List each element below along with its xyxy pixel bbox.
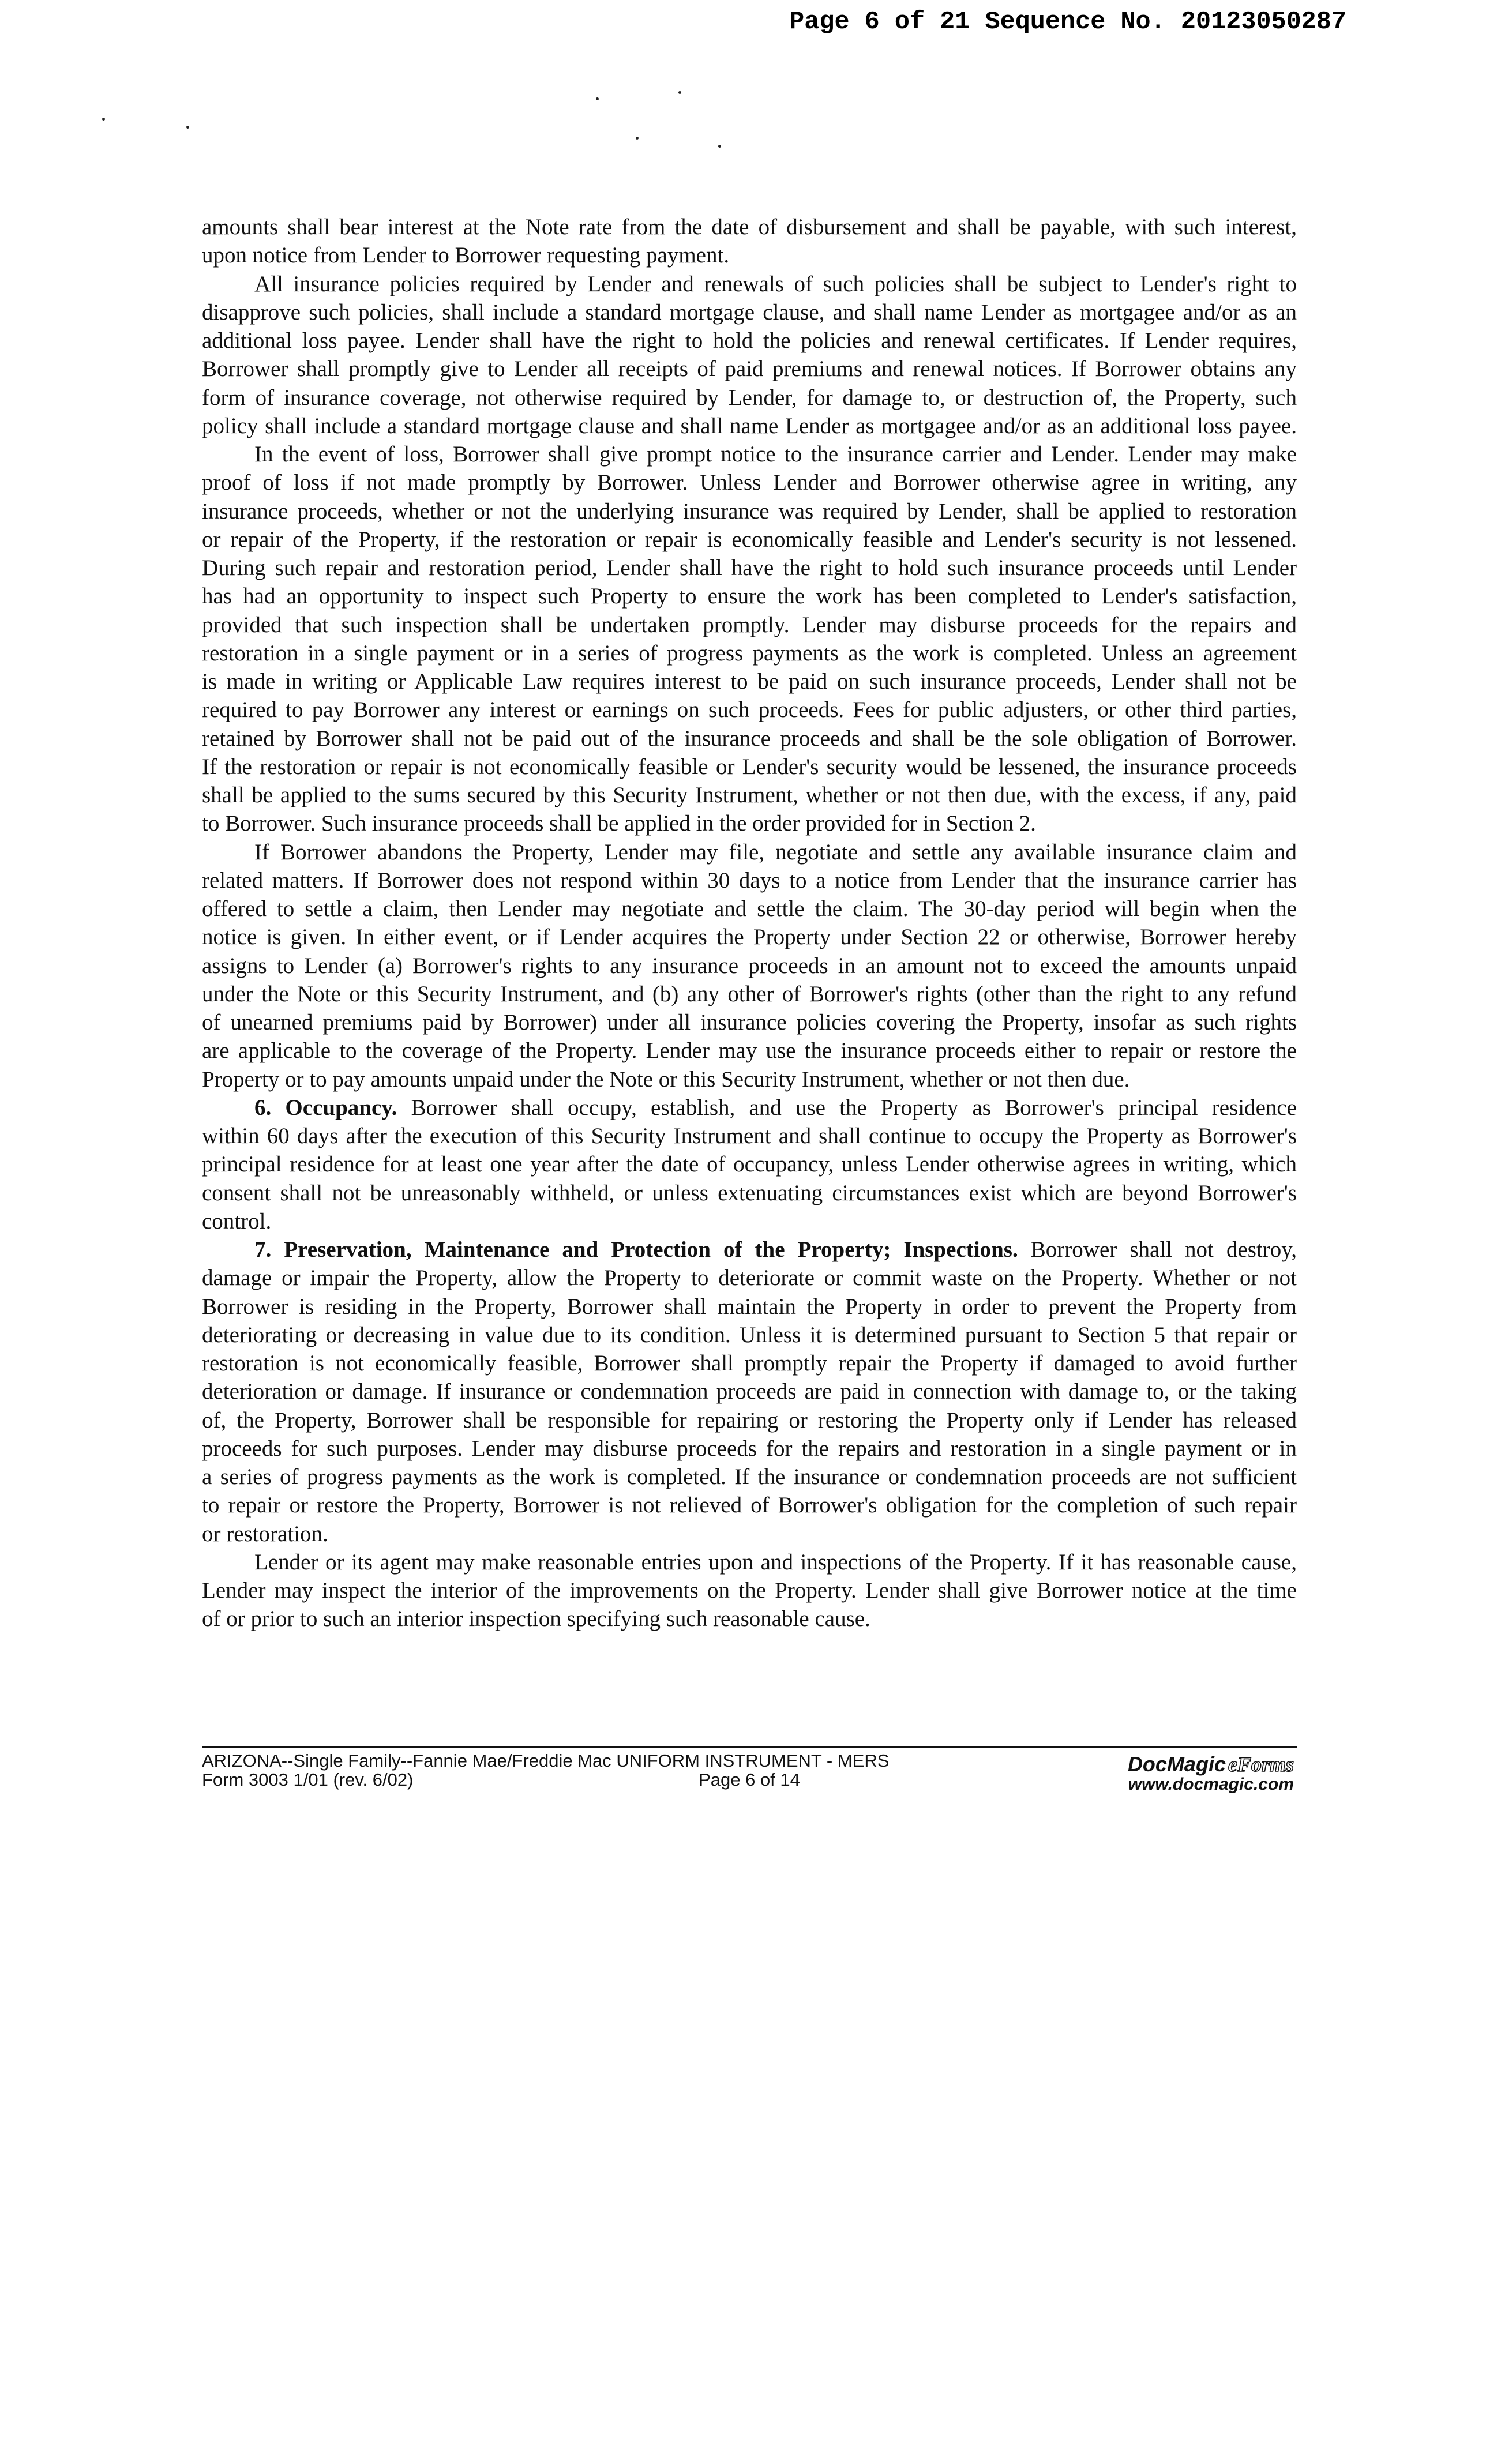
text-line: deteriorating or decreasing in value due to its condition. Unless it is determined pursuant to Section 5 that repair or bbox=[202, 1322, 1297, 1347]
text-line: upon notice from Lender to Borrower requesting payment. bbox=[202, 243, 730, 268]
footer-form-title: ARIZONA--Single Family--Fannie Mae/Freddie Mac UNIFORM INSTRUMENT - MERS bbox=[202, 1751, 890, 1771]
text-run: Borrower shall occupy, establish, and use the Property as Borrower's principal residence bbox=[411, 1095, 1297, 1120]
text-line bbox=[202, 1235, 1297, 1264]
text-line: related matters. If Borrower does not respond within 30 days to a notice from Lender that the insurance carrier has bbox=[202, 867, 1297, 893]
scan-speck bbox=[596, 97, 599, 100]
text-line: of or prior to such an interior inspection specifying such reasonable cause. bbox=[202, 1606, 870, 1632]
scan-speck bbox=[102, 118, 105, 121]
text-line: All insurance policies required by Lender and renewals of such policies shall be subject to Lender's right to bbox=[254, 271, 1297, 296]
logo-name: DocMagic bbox=[1127, 1752, 1226, 1776]
text-line: a series of progress payments as the work is completed. If the insurance or condemnation proceeds are not sufficient bbox=[202, 1464, 1297, 1489]
section-7-preservation bbox=[202, 1235, 1297, 1548]
text-line: offered to settle a claim, then Lender may negotiate and settle the claim. The 30-day period will begin when the bbox=[202, 896, 1297, 921]
text-line: additional loss payee. Lender shall have the right to hold the policies and renewal certificates. If Lender requires, bbox=[202, 328, 1297, 353]
text-line: proceeds for such purposes. Lender may disburse proceeds for the repairs and restoration in a single payment or in bbox=[202, 1436, 1297, 1461]
text-line: proof of loss if not made promptly by Borrower. Unless Lender and Borrower otherwise agree in writing, any bbox=[202, 470, 1297, 495]
scan-speck bbox=[636, 137, 639, 140]
text-line: principal residence for at least one year after the date of occupancy, unless Lender otherwise agrees in writing, which bbox=[202, 1152, 1297, 1177]
text-line: During such repair and restoration period, Lender shall have the right to hold such insurance proceeds until Lender bbox=[202, 555, 1297, 580]
paragraph-abandonment bbox=[202, 838, 1297, 1094]
footer-divider bbox=[202, 1746, 1297, 1748]
text-line: Property or to pay amounts unpaid under the Note or this Security Instrument, whether or not then due. bbox=[202, 1066, 1130, 1092]
text-line: form of insurance coverage, not otherwise required by Lender, for damage to, or destruction of, the Property, such bbox=[202, 385, 1297, 410]
docmagic-logo bbox=[1128, 1753, 1294, 1775]
text-line: or repair of the Property, if the restoration or repair is economically feasible and Lender's security is not lessened. bbox=[202, 527, 1297, 552]
footer-form-number: Form 3003 1/01 (rev. 6/02) bbox=[202, 1770, 414, 1790]
section-6-occupancy bbox=[202, 1094, 1297, 1235]
text-line: control. bbox=[202, 1208, 272, 1234]
text-line: If Borrower abandons the Property, Lender may file, negotiate and settle any available insurance claim and bbox=[254, 839, 1297, 865]
text-line: Borrower shall promptly give to Lender all receipts of paid premiums and renewal notices. If Borrower obtains any bbox=[202, 356, 1297, 382]
sequence-stamp: Page 6 of 21 Sequence No. 20123050287 bbox=[789, 8, 1346, 36]
text-line: restoration in a single payment or in a series of progress payments as the work is completed. Unless an agreement bbox=[202, 640, 1297, 666]
text-line: under the Note or this Security Instrument, and (b) any other of Borrower's rights (other than the right to any refund bbox=[202, 981, 1297, 1006]
text-line: within 60 days after the execution of this Security Instrument and shall continue to occupy the Property as Borrower's bbox=[202, 1124, 1297, 1148]
section-heading: 7. Preservation, Maintenance and Protection of the Property; Inspections. bbox=[254, 1237, 1018, 1262]
text-line: amounts shall bear interest at the Note rate from the date of disbursement and shall be payable, with such interest, bbox=[202, 215, 1297, 239]
text-line: deterioration or damage. If insurance or condemnation proceeds are paid in connection with damage to, or the taking bbox=[202, 1379, 1297, 1404]
text-line: or restoration. bbox=[202, 1521, 328, 1546]
footer-website: www.docmagic.com bbox=[1128, 1775, 1294, 1794]
text-line: to repair or restore the Property, Borrower is not relieved of Borrower's obligation for the completion of such repair bbox=[202, 1493, 1297, 1518]
text-line: If the restoration or repair is not economically feasible or Lender's security would be lessened, the insurance proceeds bbox=[202, 754, 1297, 779]
text-line: required to pay Borrower any interest or earnings on such proceeds. Fees for public adjusters, or other third parties, bbox=[202, 697, 1297, 723]
text-line: of, the Property, Borrower shall be responsible for repairing or restoring the Property only if Lender has released bbox=[202, 1407, 1297, 1433]
text-line: damage or impair the Property, allow the Property to deteriorate or commit waste on the Property. Whether or not bbox=[202, 1265, 1297, 1291]
text-line: In the event of loss, Borrower shall give prompt notice to the insurance carrier and Lender. Lender may make bbox=[254, 442, 1297, 467]
text-line: is made in writing or Applicable Law requires interest to be paid on such insurance proceeds, Lender shall not be bbox=[202, 669, 1297, 694]
text-line: notice is given. In either event, or if Lender acquires the Property under Section 22 or otherwise, Borrower hereby bbox=[202, 925, 1297, 950]
text-line: has had an opportunity to inspect such Property to ensure the work has been completed to Lender's satisfaction, bbox=[202, 584, 1297, 609]
logo-suffix: eForms bbox=[1228, 1753, 1294, 1776]
body-text bbox=[202, 213, 1297, 1633]
text-line: are applicable to the coverage of the Property. Lender may use the insurance proceeds either to repair or restore the bbox=[202, 1038, 1297, 1064]
text-line: restoration is not economically feasible, Borrower shall promptly repair the Property if damaged to avoid further bbox=[202, 1351, 1297, 1376]
section-heading: 6. Occupancy. bbox=[254, 1095, 397, 1120]
text-line bbox=[202, 1094, 1297, 1122]
scan-speck bbox=[718, 145, 721, 148]
scan-speck bbox=[678, 91, 681, 94]
text-line: shall be applied to the sums secured by this Security Instrument, whether or not then due, with the excess, if any, paid bbox=[202, 783, 1297, 807]
paragraph-event-of-loss bbox=[202, 440, 1297, 838]
text-line: Lender may inspect the interior of the improvements on the Property. Lender shall give Borrower notice at the time bbox=[202, 1578, 1297, 1603]
text-line: policy shall include a standard mortgage clause and shall name Lender as mortgagee and/or as an additional loss payee. bbox=[202, 413, 1297, 438]
text-line: consent shall not be unreasonably withheld, or unless extenuating circumstances exist which are beyond Borrower's bbox=[202, 1180, 1297, 1205]
scan-speck bbox=[186, 126, 189, 129]
paragraph-insurance-policies bbox=[202, 270, 1297, 441]
text-line: Borrower is residing in the Property, Borrower shall maintain the Property in order to prevent the Property from bbox=[202, 1294, 1297, 1319]
text-line: provided that such inspection shall be undertaken promptly. Lender may disburse proceeds for the repairs and bbox=[202, 612, 1297, 637]
text-line: of unearned premiums paid by Borrower) under all insurance policies covering the Property, insofar as such rights bbox=[202, 1010, 1297, 1035]
paragraph-continuation bbox=[202, 213, 1297, 270]
text-line: disapprove such policies, shall include a standard mortgage clause, and shall name Lender as mortgagee and/or as an bbox=[202, 299, 1297, 325]
text-run: Borrower shall not destroy, bbox=[1030, 1237, 1297, 1262]
text-line: Lender or its agent may make reasonable entries upon and inspections of the Property. If it has reasonable cause, bbox=[254, 1549, 1297, 1575]
footer-page-number: Page 6 of 14 bbox=[699, 1770, 800, 1790]
text-line: retained by Borrower shall not be paid out of the insurance proceeds and shall be the sole obligation of Borrower. bbox=[202, 726, 1297, 751]
text-line: insurance proceeds, whether or not the underlying insurance was required by Lender, shall be applied to restoration bbox=[202, 498, 1297, 524]
text-line: assigns to Lender (a) Borrower's rights to any insurance proceeds in an amount not to exceed the amounts unpaid bbox=[202, 953, 1297, 978]
text-line: to Borrower. Such insurance proceeds shall be applied in the order provided for in Section 2. bbox=[202, 811, 1036, 836]
paragraph-inspections bbox=[202, 1548, 1297, 1633]
